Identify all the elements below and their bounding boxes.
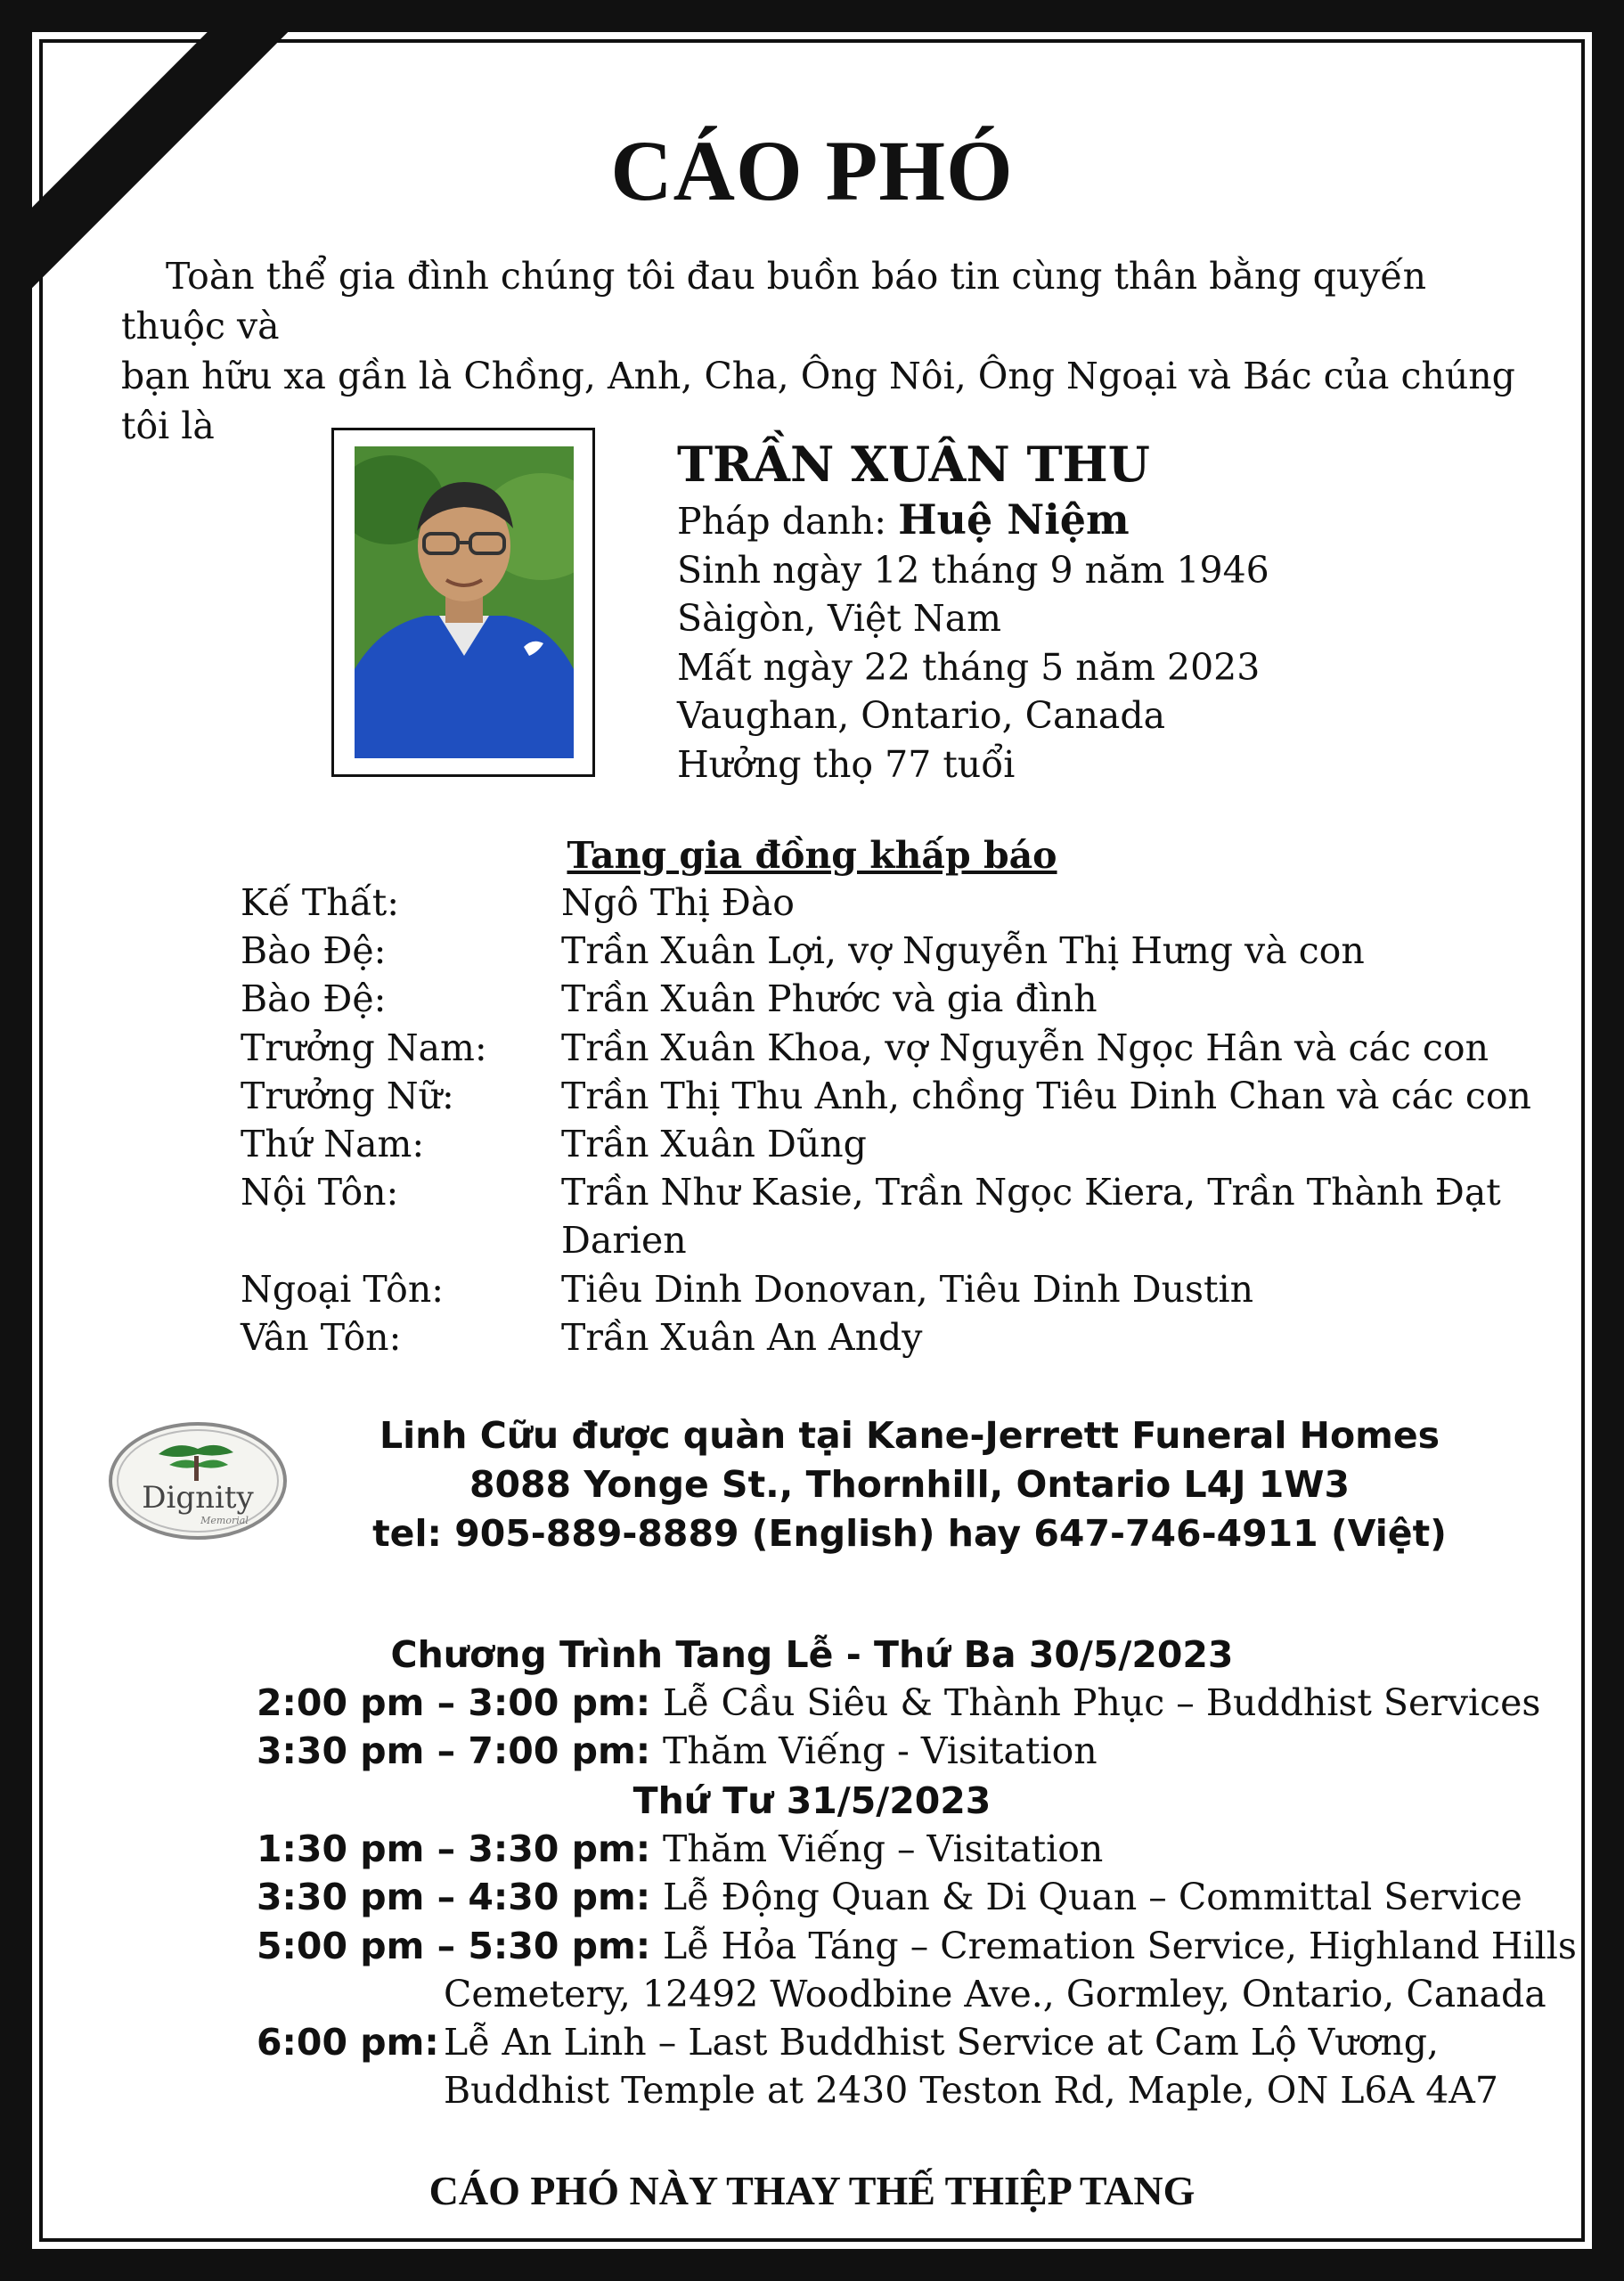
family-row bbox=[241, 1265, 1531, 1313]
family-names: Trần Thị Thu Anh, chồng Tiêu Dinh Chan và các con bbox=[561, 1074, 1531, 1117]
family-row bbox=[241, 1313, 1531, 1361]
intro-paragraph bbox=[121, 251, 1538, 451]
family-row bbox=[241, 1072, 1531, 1120]
family-row bbox=[241, 1168, 1531, 1216]
family-relation: Trưởng Nam: bbox=[241, 1026, 487, 1069]
family-names: Darien bbox=[561, 1219, 687, 1263]
family-row bbox=[241, 879, 1531, 927]
family-relation bbox=[241, 1216, 561, 1264]
family-row bbox=[241, 1120, 1531, 1168]
day1-schedule bbox=[257, 1679, 1540, 1776]
schedule-desc: Lễ Cầu Siêu & Thành Phục – Buddhist Services bbox=[663, 1681, 1541, 1724]
schedule-row bbox=[257, 1873, 1577, 1921]
schedule-row bbox=[257, 1922, 1577, 1970]
family-heading: Tang gia đồng khấp báo bbox=[567, 834, 1057, 877]
death-date: Mất ngày 22 tháng 5 năm 2023 bbox=[677, 645, 1261, 689]
intro-line-1: Toàn thể gia đình chúng tôi đau buồn báo tin cùng thân bằng quyến thuộc và bbox=[121, 255, 1427, 347]
family-names: Ngô Thị Đào bbox=[561, 881, 795, 924]
schedule-row bbox=[257, 1727, 1540, 1775]
family-relation: Bào Đệ: bbox=[241, 977, 387, 1021]
schedule-time: 3:30 pm – 7:00 pm: bbox=[257, 1729, 651, 1773]
funeral-home-address: 8088 Yonge St., Thornhill, Ontario L4J 1W3 bbox=[469, 1463, 1351, 1506]
family-relation: Nội Tôn: bbox=[241, 1171, 399, 1214]
schedule-desc: Lễ Hỏa Táng – Cremation Service, Highland Hills bbox=[663, 1924, 1577, 1967]
family-names: Tiêu Dinh Donovan, Tiêu Dinh Dustin bbox=[561, 1267, 1254, 1311]
family-relation: Kế Thất: bbox=[241, 881, 400, 924]
portrait-frame bbox=[331, 428, 595, 777]
schedule-desc: Lễ An Linh – Last Buddhist Service at Cam Lộ Vương, bbox=[444, 2021, 1440, 2064]
temple-address: Buddhist Temple at 2430 Teston Rd, Maple, ON L6A 4A7 bbox=[444, 2069, 1498, 2113]
family-relation: Trưởng Nữ: bbox=[241, 1074, 454, 1117]
page-title: CÁO PHÓ bbox=[610, 123, 1014, 218]
schedule-time: 5:00 pm – 5:30 pm: bbox=[257, 1924, 651, 1967]
family-relation: Vân Tôn: bbox=[241, 1315, 402, 1359]
family-relation: Ngoại Tôn: bbox=[241, 1267, 445, 1311]
schedule-desc: Thăm Viếng – Visitation bbox=[663, 1827, 1104, 1870]
family-names: Trần Xuân An Andy bbox=[561, 1315, 923, 1359]
age-at-death: Hưởng thọ 77 tuổi bbox=[677, 742, 1016, 786]
dharma-name-row bbox=[677, 495, 1269, 546]
schedule-desc: Lễ Động Quan & Di Quan – Committal Service bbox=[663, 1876, 1522, 1919]
schedule-time: 3:30 pm – 4:30 pm: bbox=[257, 1876, 651, 1919]
portrait-illustration bbox=[355, 446, 574, 758]
family-row bbox=[241, 927, 1531, 975]
dignity-memorial-logo bbox=[107, 1418, 289, 1543]
schedule-row bbox=[257, 2018, 1577, 2066]
family-names: Trần Xuân Lợi, vợ Nguyễn Thị Hưng và con bbox=[561, 929, 1365, 973]
schedule-row bbox=[257, 1679, 1540, 1727]
schedule-row bbox=[257, 1825, 1577, 1873]
schedule-desc: Thăm Viếng - Visitation bbox=[663, 1729, 1098, 1773]
funeral-home-name: Linh Cữu được quàn tại Kane-Jerrett Funeral Homes bbox=[379, 1414, 1440, 1457]
family-names: Trần Như Kasie, Trần Ngọc Kiera, Trần Thành Đạt bbox=[561, 1171, 1501, 1214]
family-row bbox=[241, 1216, 1531, 1264]
family-list bbox=[241, 879, 1531, 1361]
day2-schedule bbox=[257, 1825, 1577, 2115]
birth-date: Sinh ngày 12 tháng 9 năm 1946 bbox=[677, 548, 1269, 592]
family-row bbox=[241, 1024, 1531, 1072]
death-place: Vaughan, Ontario, Canada bbox=[677, 694, 1166, 737]
family-names: Trần Xuân Phước và gia đình bbox=[561, 977, 1098, 1021]
portrait-photo bbox=[355, 446, 574, 758]
cremation-location: Cemetery, 12492 Woodbine Ave., Gormley, Ontario, Canada bbox=[444, 1972, 1546, 2015]
birth-place: Sàigòn, Việt Nam bbox=[677, 597, 1002, 640]
funeral-home-info bbox=[308, 1411, 1511, 1558]
family-names: Trần Xuân Dũng bbox=[561, 1123, 867, 1166]
day2-heading: Thứ Tư 31/5/2023 bbox=[632, 1779, 992, 1822]
logo-text: Dignity bbox=[142, 1480, 254, 1516]
dharma-name: Huệ Niệm bbox=[898, 495, 1130, 544]
intro-line-2: bạn hữu xa gần là Chồng, Anh, Cha, Ông Nôi, Ông Ngoại và Bác của chúng tôi là bbox=[121, 355, 1515, 447]
program-heading: Chương Trình Tang Lễ - Thứ Ba 30/5/2023 bbox=[390, 1633, 1234, 1676]
schedule-continuation bbox=[257, 2066, 1577, 2114]
deceased-info bbox=[677, 433, 1269, 789]
schedule-continuation bbox=[257, 1970, 1577, 2018]
footer-note: CÁO PHÓ NÀY THAY THẾ THIỆP TANG bbox=[428, 2168, 1196, 2213]
schedule-time: 1:30 pm – 3:30 pm: bbox=[257, 1827, 651, 1870]
schedule-time: 2:00 pm – 3:00 pm: bbox=[257, 1681, 651, 1724]
family-relation: Thứ Nam: bbox=[241, 1123, 425, 1166]
family-row bbox=[241, 975, 1531, 1023]
family-relation: Bào Đệ: bbox=[241, 929, 387, 973]
dharma-label: Pháp danh: bbox=[677, 500, 899, 543]
family-names: Trần Xuân Khoa, vợ Nguyễn Ngọc Hân và các con bbox=[561, 1026, 1489, 1069]
funeral-home-phone: tel: 905-889-8889 (English) hay 647-746-4911 (Việt) bbox=[372, 1512, 1447, 1555]
deceased-name: TRẦN XUÂN THU bbox=[677, 436, 1150, 493]
schedule-time: 6:00 pm: bbox=[257, 2021, 439, 2064]
logo-subtext: Memorial bbox=[200, 1515, 249, 1526]
